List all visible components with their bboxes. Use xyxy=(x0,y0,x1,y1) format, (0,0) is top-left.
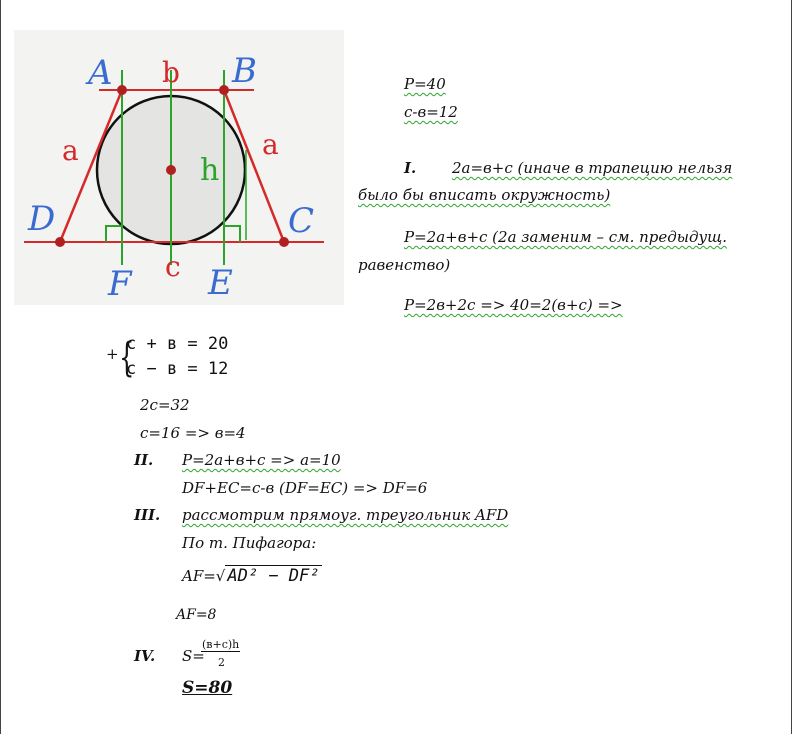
trapezoid-drawing xyxy=(14,30,344,305)
page-left-border xyxy=(0,0,1,734)
label-e: E xyxy=(208,263,233,303)
step3-line1 xyxy=(182,505,508,525)
system-plus: + xyxy=(106,345,119,363)
af-prefix: AF=√ xyxy=(182,567,226,585)
label-h: h xyxy=(200,153,220,188)
af-radicand: AD² − DF² xyxy=(227,566,320,586)
step4-s-prefix: S= xyxy=(182,647,205,665)
label-f: F xyxy=(108,264,132,304)
label-side-b: b xyxy=(162,56,180,89)
step4-number: IV. xyxy=(134,647,156,665)
page-right-border xyxy=(791,0,792,734)
system-eq2: c − в = 12 xyxy=(126,359,229,379)
label-b: B xyxy=(232,51,257,91)
step4-denominator: 2 xyxy=(218,656,225,669)
system-brace: { xyxy=(119,335,135,381)
step3-af-result: AF=8 xyxy=(176,607,217,623)
step1-line2 xyxy=(358,185,610,205)
given-difference xyxy=(404,102,458,122)
step1-line4: равенство) xyxy=(358,256,451,274)
step1-line5 xyxy=(404,295,623,315)
step1-line2-text: было бы вписать окружность) xyxy=(358,186,611,204)
trapezoid-figure xyxy=(14,30,344,305)
step1-line1-text: 2a=в+c (иначе в трапецию нельзя xyxy=(452,159,733,177)
step3-number: III. xyxy=(134,506,161,524)
step1-line1 xyxy=(452,158,732,178)
point-d xyxy=(55,237,65,247)
step2-number: II. xyxy=(134,451,154,469)
given-perimeter xyxy=(404,74,446,94)
solve-line1: 2c=32 xyxy=(140,396,190,414)
label-d: D xyxy=(28,199,56,239)
given-perimeter-text: P=40 xyxy=(404,75,446,93)
step1-line3 xyxy=(404,227,727,247)
step2-line1-text: P=2a+в+c => a=10 xyxy=(182,451,341,469)
label-c: C xyxy=(288,201,315,241)
step4-numerator: (в+c)h xyxy=(202,638,240,651)
label-side-c: c xyxy=(165,250,181,283)
step3-af-formula xyxy=(182,566,322,586)
label-side-a-right: a xyxy=(262,128,279,161)
step2-line2: DF+EC=c-в (DF=EC) => DF=6 xyxy=(182,479,428,497)
step4-result: S=80 xyxy=(182,678,233,698)
label-side-a-left: a xyxy=(62,134,79,167)
step1-line3-text: P=2a+в+c (2a заменим – см. предыдущ. xyxy=(404,228,727,246)
step3-line2: По т. Пифагора: xyxy=(182,534,317,552)
step3-line1-text: рассмотрим прямоуг. треугольник AFD xyxy=(182,506,509,524)
given-difference-text: c-в=12 xyxy=(404,103,458,121)
step1-line5-text: P=2в+2c => 40=2(в+c) => xyxy=(404,296,623,314)
right-angle-f xyxy=(106,226,122,242)
solve-line2: c=16 => в=4 xyxy=(140,424,246,442)
circle-center xyxy=(166,165,176,175)
point-b xyxy=(219,85,229,95)
right-angle-e xyxy=(224,226,240,242)
point-a xyxy=(117,85,127,95)
label-a: A xyxy=(88,53,113,93)
system-eq1: c + в = 20 xyxy=(126,334,229,354)
step2-line1 xyxy=(182,450,341,470)
step1-number: I. xyxy=(404,159,417,177)
